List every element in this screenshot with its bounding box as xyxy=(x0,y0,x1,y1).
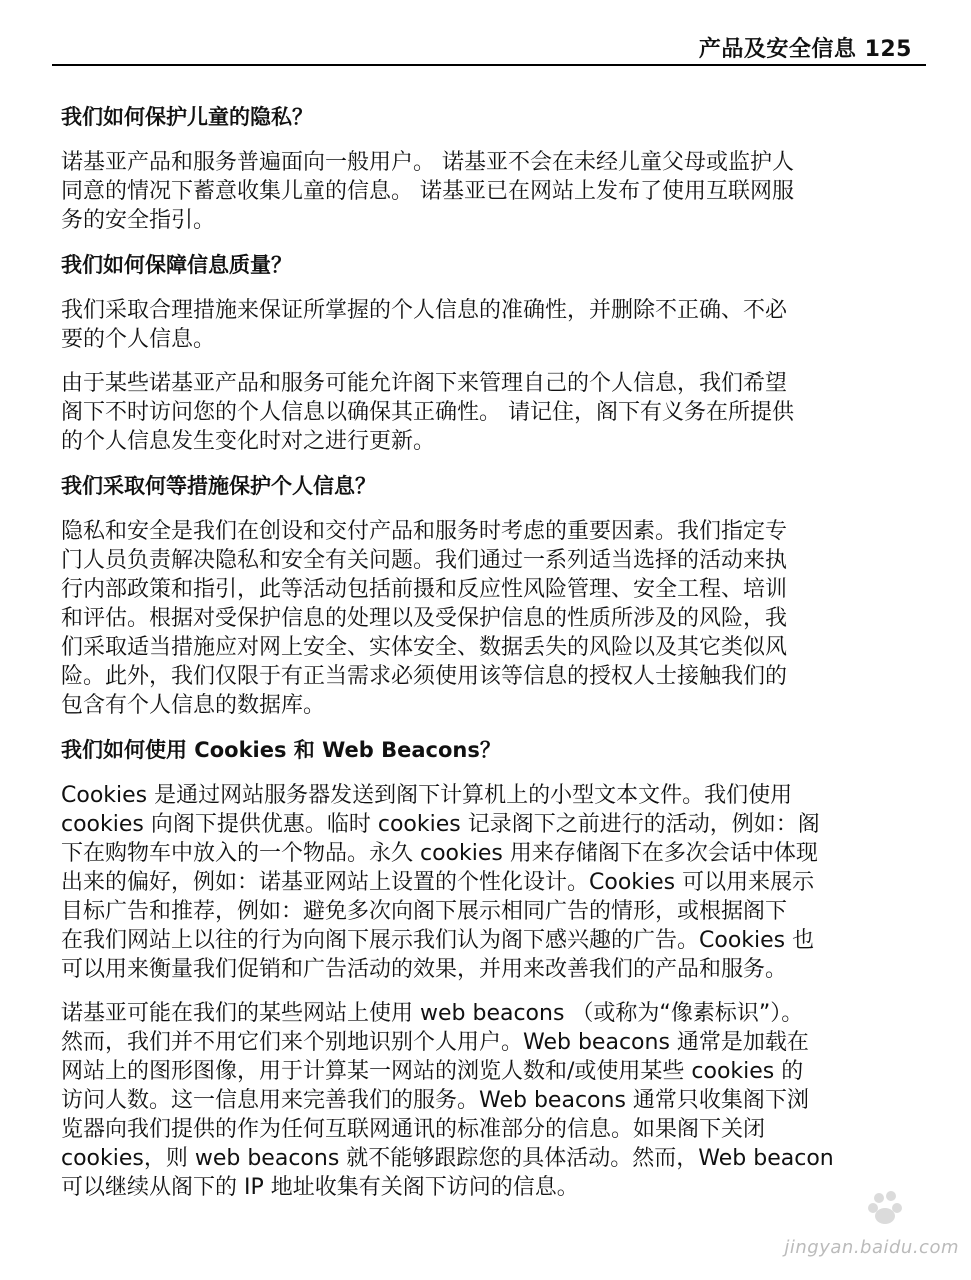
page-header-title: 产品及安全信息 125 xyxy=(698,37,912,62)
paragraph: Cookies 是通过网站服务器发送到阁下计算机上的小型文本文件。我们使用 cookies 向阁下提供优惠。临时 cookies 记录阁下之前进行的活动，例如：阁 下在购物车中放入的一个物品。永久 cookies 用来存储阁下在多次会话中体现 出来的偏好，例如：诺基亚网站上设置的个性化设计。Cookies 可以用来展示 目标广告和推荐，例如：避免多次向阁下展示相同广告的情形，或根据阁下 在我们网站上以往的行为向阁下展示我们认为阁下感兴趣的广告。Cookies 也 可以用来衡量我们促销和广告活动的效果，并用来改善我们的产品和服务。 xyxy=(61,783,820,982)
section-heading: 我们采取何等措施保护个人信息？ xyxy=(61,474,376,498)
section-information-quality xyxy=(61,250,921,456)
watermark-text: jingyan.baidu.com xyxy=(784,1237,959,1258)
baidu-paw-watermark-icon xyxy=(819,1188,949,1228)
paragraph: 由于某些诺基亚产品和服务可能允许阁下来管理自己的个人信息，我们希望 阁下不时访问您的个人信息以确保其正确性。 请记住，阁下有义务在所提供 的个人信息发生变化时对之进行更新。 xyxy=(61,371,794,454)
section-heading: 我们如何保障信息质量？ xyxy=(61,253,292,277)
section-heading: 我们如何保护儿童的隐私？ xyxy=(61,105,313,129)
section-security-measures xyxy=(61,471,921,720)
paragraph: 隐私和安全是我们在创设和交付产品和服务时考虑的重要因素。我们指定专 门人员负责解决隐私和安全有关问题。我们通过一系列适当选择的活动来执 行内部政策和指引，此等活动包括前摄和反应性风险管理、安全工程、培训 和评估。根据对受保护信息的处理以及受保护信息的性质所涉及的风险，我 们采取适当措施应对网上安全、实体安全、数据丢失的风险以及其它类似风 险。此外，我们仅限于有正当需求必须使用该等信息的授权人士接触我们的 包含有个人信息的数据库。 xyxy=(61,519,788,718)
paragraph: 我们采取合理措施来保证所掌握的个人信息的准确性，并删除不正确、不必 要的个人信息。 xyxy=(61,298,788,352)
section-heading: 我们如何使用 Cookies 和 Web Beacons？ xyxy=(61,738,501,762)
paragraph: 诺基亚产品和服务普遍面向一般用户。 诺基亚不会在未经儿童父母或监护人 同意的情况下蓄意收集儿童的信息。 诺基亚已在网站上发布了使用互联网服 务的安全指引。 xyxy=(61,150,794,233)
section-child-privacy xyxy=(61,102,921,235)
document-body xyxy=(61,102,921,1217)
section-cookies-web-beacons xyxy=(61,735,921,1202)
page-header xyxy=(52,30,926,66)
paragraph: 诺基亚可能在我们的某些网站上使用 web beacons （或称为“像素标识”）。 然而，我们并不用它们来个别地识别个人用户。Web beacons 通常是加载在 网站上的图形图像，用于计算某一网站的浏览人数和/或使用某些 cookies 的 访问人数。这一信息用来完善我们的服务。Web beacons 通常只收集阁下浏 览器向我们提供的作为任何互联网通讯的标准部分的信息。如果阁下关闭 cookies，则 web beacons 就不能够跟踪您的具体活动。然而，Web beacon 可以继续从阁下的 IP 地址收集有关阁下访问的信息。 xyxy=(61,1001,834,1200)
